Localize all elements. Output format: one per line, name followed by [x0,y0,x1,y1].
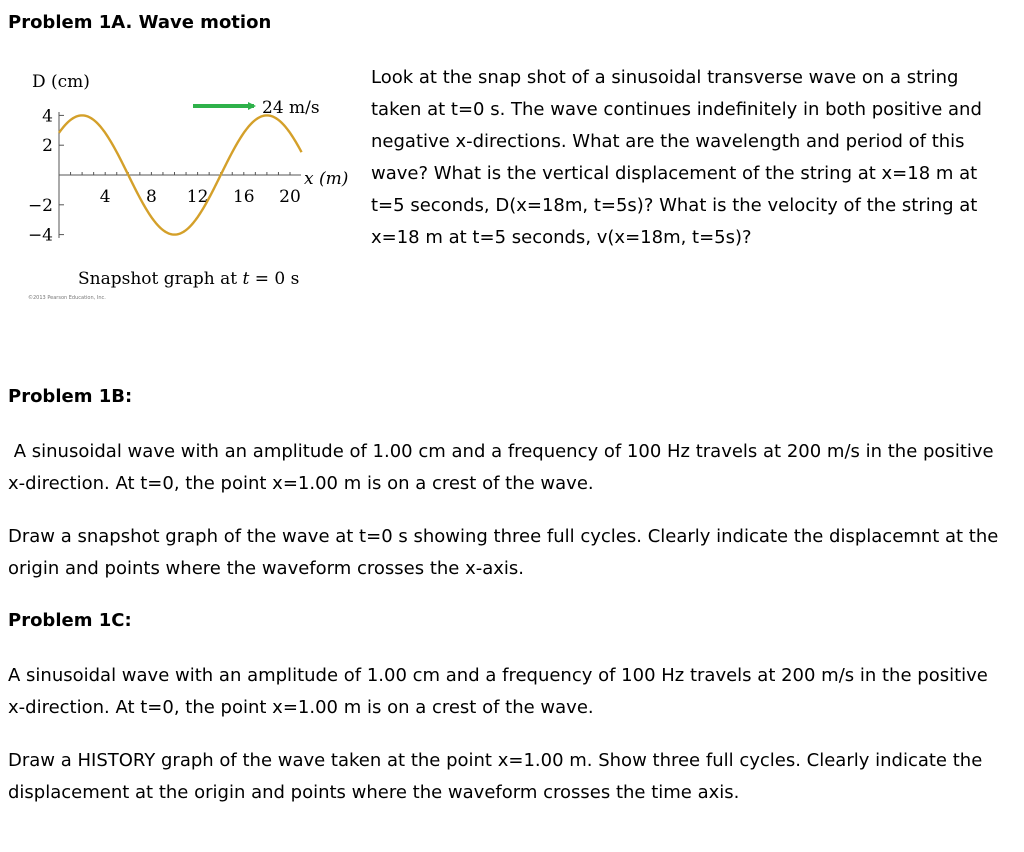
problem-1a-text: Look at the snap shot of a sinusoidal transverse wave on a string taken at t=0 s. The wave continues indefinitely in both positive and negative x-directions. What are the wavelength and period of this wave? What is the vertical displacement of the string at x=18 m at t=5 seconds, D(x=18m, t=5s)? What is the velocity of the string at x=18 m at t=5 seconds, v(x=18m, t=5s)? [371,67,982,248]
figure-caption: Snapshot graph at t = 0 s [78,269,300,289]
y-tick-label: −4 [27,225,53,246]
x-tick-label: 20 [279,187,301,207]
velocity-label: 24 m/s [262,98,320,118]
y-tick-label: −2 [27,195,53,216]
y-tick-label: 2 [42,136,53,157]
x-tick-label: 4 [99,187,111,207]
snapshot-graph [0,62,360,312]
y-axis-label: D (cm) [32,72,90,92]
problem-1a-title: Problem 1A. Wave motion [8,12,272,33]
problem-1c-title: Problem 1C: [8,610,132,631]
problem-1c-paragraph-1: A sinusoidal wave with an amplitude of 1.00 cm and a frequency of 100 Hz travels at 200 m/s in the positive x-direction. At t=0, the point x=1.00 m is on a crest of the wave. [8,665,988,718]
y-tick-label: 4 [42,106,53,127]
x-tick-label: 16 [232,187,255,207]
problem-1c-paragraph-2: Draw a HISTORY graph of the wave taken at the point x=1.00 m. Show three full cycles. Clearly indicate the displacement at the origin and points where the waveform crosses the time axis. [8,750,983,803]
problem-1b-title: Problem 1B: [8,386,133,407]
x-axis-ticks [71,172,301,207]
x-axis-label: x (m) [304,169,349,189]
snapshot-graph-figure [0,62,360,312]
problem-1b-paragraph-1: A sinusoidal wave with an amplitude of 1.00 cm and a frequency of 100 Hz travels at 200 m/s in the positive x-direction. At t=0, the point x=1.00 m is on a crest of the wave. [8,441,1000,494]
problem-1b-paragraph-2: Draw a snapshot graph of the wave at t=0 s showing three full cycles. Clearly indicate the displacemnt at the origin and points where the waveform crosses the x-axis. [8,526,999,579]
x-tick-label: 12 [186,187,209,207]
x-tick-label: 8 [145,187,157,207]
copyright-notice: ©2013 Pearson Education, Inc. [28,295,106,301]
